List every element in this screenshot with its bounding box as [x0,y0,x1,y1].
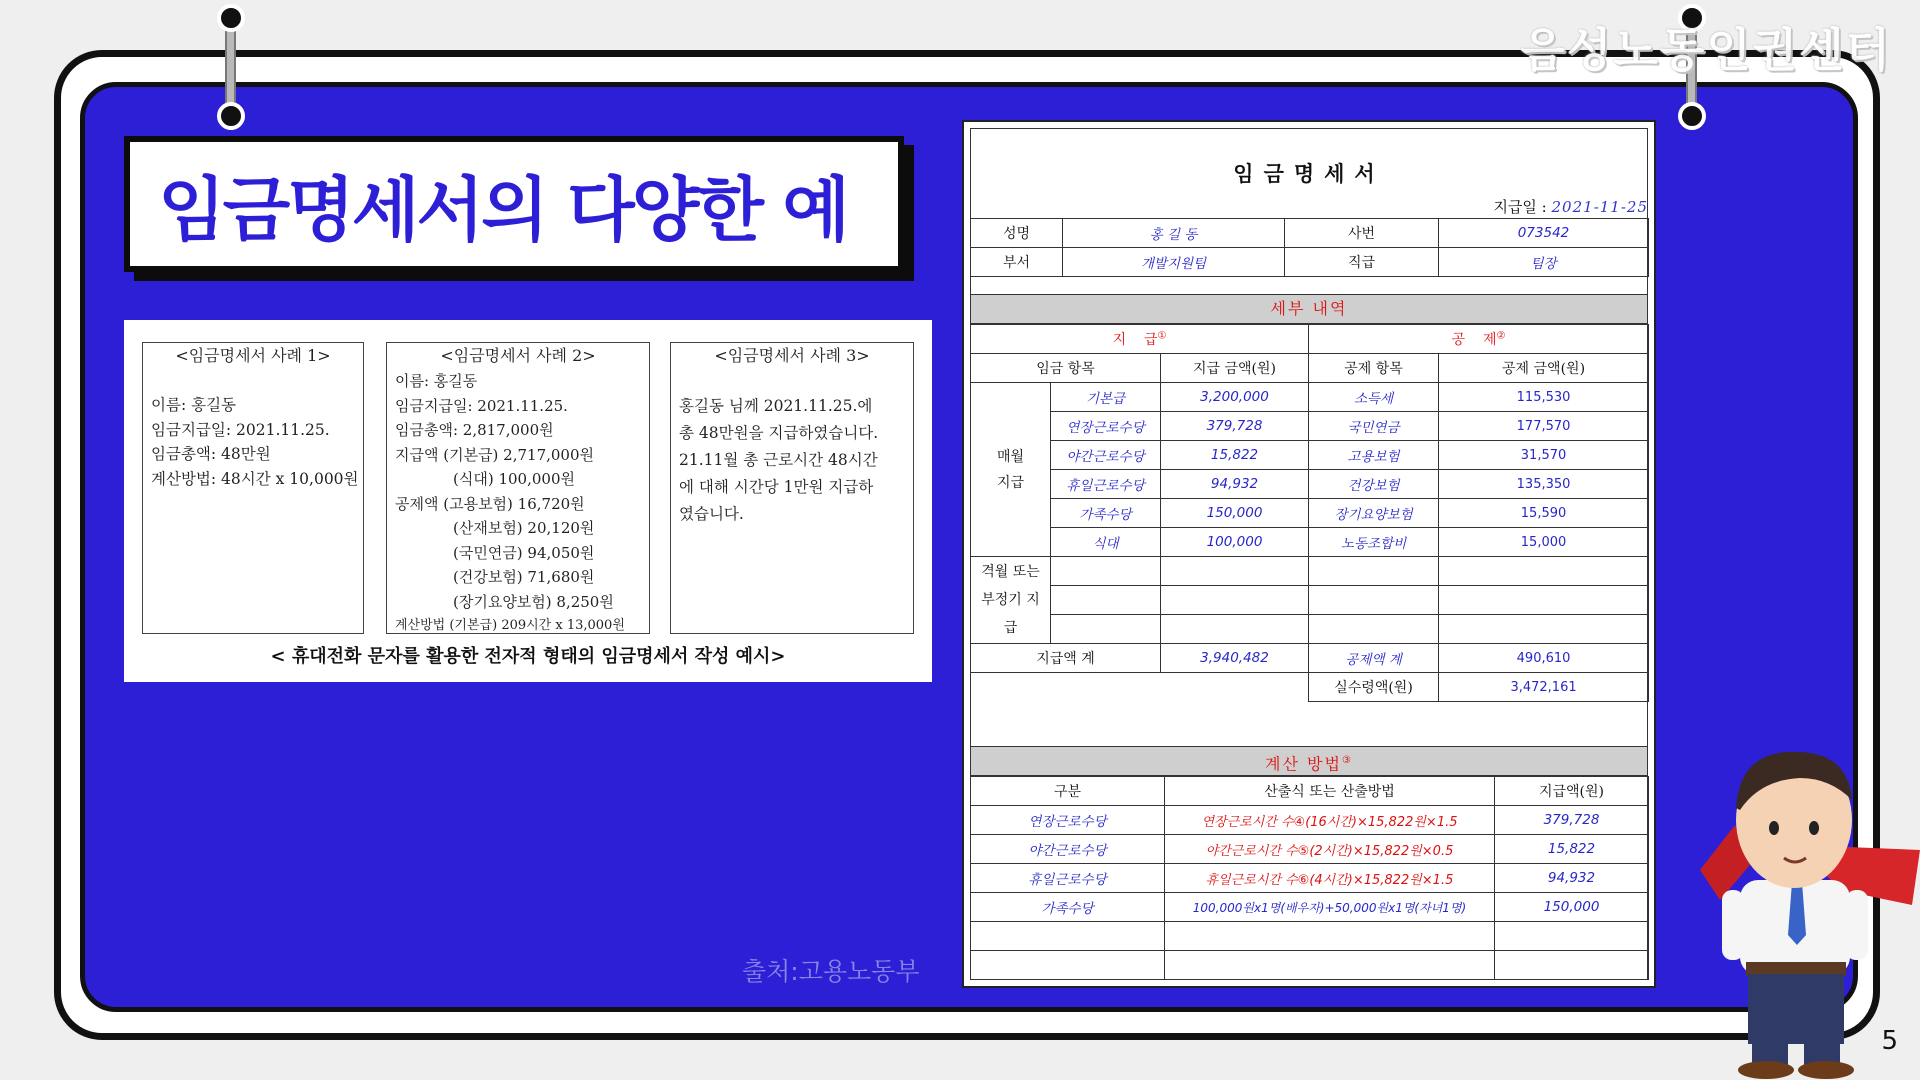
calc-type: 휴일근로수당 [971,864,1165,893]
case-3-line: 였습니다. [679,505,744,523]
employee-info-table [970,218,1649,277]
hanger-pin-right-bottom [1678,102,1706,130]
pay-amount: 15,822 [1161,441,1309,470]
pay-item: 가족수당 [1051,499,1161,528]
calc-method-table [970,776,1649,980]
pay-amount: 3,200,000 [1161,383,1309,412]
case-2-line: 임금총액: 2,817,000원 [395,421,554,439]
rank-label: 직급 [1285,248,1439,277]
case-2-line: 지급액 (기본급) 2,717,000원 [395,445,595,464]
empty-cell [1495,951,1649,980]
examples-caption: < 휴대전화 문자를 활용한 전자적 형태의 임금명세서 작성 예시> [270,646,786,667]
empty-cell [1161,557,1309,586]
pay-item: 연장근로수당 [1051,412,1161,441]
total-pay-label: 지급액 계 [971,644,1161,673]
pay-amount: 100,000 [1161,528,1309,557]
example-case-3 [670,342,914,634]
deduct-amount: 115,530 [1439,383,1649,412]
example-case-1 [142,342,364,634]
calc-formula: 휴일근로시간 수⑥(4시간)×15,822원×1.5 [1165,864,1495,893]
deduct-item: 건강보험 [1309,470,1439,499]
deduct-amount: 177,570 [1439,412,1649,441]
hanger-pin-left [217,4,245,32]
rank-value: 팀장 [1439,248,1649,277]
total-deduct-label: 공제액 계 [1309,644,1439,673]
case-3-line: 홍길동 님께 2021.11.25.에 [679,397,873,415]
case-2-line: 공제액 (고용보험) 16,720원 [395,494,585,513]
hanger-pin-left-bottom [217,102,245,130]
center-logo: 음성노동인권센터 [1520,23,1892,77]
empty-cell [1439,615,1649,644]
examples-panel [124,320,932,682]
net-pay-label: 실수령액(원) [1309,673,1439,702]
deduct-item: 고용보험 [1309,441,1439,470]
empty-cell [1495,922,1649,951]
case-3-title: <임금명세서 사례 3> [714,346,870,365]
col-ded-item: 공제 항목 [1309,354,1439,383]
case-3-line: 21.11월 총 근로시간 48시간 [679,451,878,469]
empty-cell [971,673,1309,702]
empty-cell [1051,586,1161,615]
case-1-line: 이름: 홍길동 [151,396,237,414]
case-2-line: 임금지급일: 2021.11.25. [395,396,568,415]
pay-item: 식대 [1051,528,1161,557]
pay-amount: 379,728 [1161,412,1309,441]
deduct-item: 노동조합비 [1309,528,1439,557]
case-3-line: 총 48만원을 지급하였습니다. [679,424,879,442]
calc-amount: 379,728 [1495,806,1649,835]
pay-header-sup: ① [1157,330,1167,342]
deduct-item: 장기요양보험 [1309,499,1439,528]
page-title: 임금명세서의 다양한 예 [158,168,847,251]
pay-amount: 94,932 [1161,470,1309,499]
deduct-amount: 15,000 [1439,528,1649,557]
pay-date-label: 지급일 : [1493,198,1547,216]
pay-section-header [971,325,1309,354]
calc-header-sup: ③ [1341,755,1353,766]
payslip-title: 임금명세서 [1233,161,1385,186]
empty-cell [1161,615,1309,644]
pay-item: 야간근로수당 [1051,441,1161,470]
calc-col-formula: 산출식 또는 산출방법 [1165,777,1495,806]
empty-cell [1051,615,1161,644]
case-2-line: (국민연금) 94,050원 [453,543,595,562]
calc-header: 계산 방법 [1265,754,1342,774]
col-pay-amt: 지급 금액(원) [1161,354,1309,383]
calc-formula: 야간근로시간 수⑤(2시간)×15,822원×0.5 [1165,835,1495,864]
case-1-line: 계산방법: 48시간 x 10,000원 [151,469,359,488]
example-case-2 [386,342,650,634]
empty-cell [1161,586,1309,615]
calc-col-type: 구분 [971,777,1165,806]
pay-date-value: 2021-11-25 [1551,198,1648,216]
calc-section-header [970,746,1648,776]
pay-details-table [970,324,1649,702]
deduct-item: 국민연금 [1309,412,1439,441]
calc-type: 야간근로수당 [971,835,1165,864]
deduct-item: 소득세 [1309,383,1439,412]
irregular-pay-label: 격월 또는 부정기 지급 [971,557,1051,644]
detail-section-header [970,294,1648,324]
pay-item: 휴일근로수당 [1051,470,1161,499]
empty-cell [1439,586,1649,615]
case-2-line: 이름: 홍길동 [395,372,478,390]
page-number: 5 [1881,1026,1898,1056]
case-1-title: <임금명세서 사례 1> [175,346,331,365]
monthly-pay-label: 매월 지급 [971,383,1051,557]
case-2-line: (식대) 100,000원 [453,470,575,488]
calc-type: 연장근로수당 [971,806,1165,835]
deduct-header-text: 공 제 [1451,332,1497,348]
case-2-line: (장기요양보험) 8,250원 [453,592,614,611]
case-1-line: 임금총액: 48만원 [151,445,271,463]
calc-amount: 15,822 [1495,835,1649,864]
case-1-line: 임금지급일: 2021.11.25. [151,420,330,439]
dept-value: 개발지원팀 [1063,248,1285,277]
calc-amount: 150,000 [1495,893,1649,922]
empty-cell [971,951,1165,980]
name-label: 성명 [971,219,1063,248]
calc-formula: 100,000원x1명(배우자)+50,000원x1명(자녀1명) [1165,893,1495,922]
empty-cell [971,922,1165,951]
empty-cell [1309,615,1439,644]
emp-no-label: 사번 [1285,219,1439,248]
emp-no-value: 073542 [1439,219,1649,248]
total-pay-value: 3,940,482 [1161,644,1309,673]
source-credit: 출처:고용노동부 [742,957,920,986]
deduct-amount: 15,590 [1439,499,1649,528]
col-ded-amt: 공제 금액(원) [1439,354,1649,383]
case-3-line: 에 대해 시간당 1만원 지급하 [679,478,874,496]
net-pay-value: 3,472,161 [1439,673,1649,702]
case-2-title: <임금명세서 사례 2> [440,346,596,365]
case-2-line: (산재보험) 20,120원 [453,519,595,537]
title-box [124,136,904,272]
pay-header-text: 지 급 [1112,332,1158,348]
deduct-amount: 135,350 [1439,470,1649,499]
calc-amount: 94,932 [1495,864,1649,893]
empty-cell [1051,557,1161,586]
empty-cell [1309,586,1439,615]
empty-cell [1165,951,1495,980]
detail-header: 세부 내역 [1270,299,1348,318]
pay-amount: 150,000 [1161,499,1309,528]
payslip-date [1493,196,1648,217]
payslip-document [962,120,1656,988]
empty-cell [1439,557,1649,586]
col-pay-item: 임금 항목 [971,354,1161,383]
deduct-amount: 31,570 [1439,441,1649,470]
calc-type: 가족수당 [971,893,1165,922]
dept-label: 부서 [971,248,1063,277]
total-deduct-value: 490,610 [1439,644,1649,673]
pay-item: 기본급 [1051,383,1161,412]
name-value: 홍 길 동 [1063,219,1285,248]
calc-formula: 연장근로시간 수④(16시간)×15,822원×1.5 [1165,806,1495,835]
deduct-section-header [1309,325,1649,354]
empty-cell [1165,922,1495,951]
case-2-line: 계산방법 (기본급) 209시간 x 13,000원 [395,618,625,633]
deduct-header-sup: ② [1496,330,1506,342]
calc-col-amount: 지급액(원) [1495,777,1649,806]
case-2-line: (건강보험) 71,680원 [453,568,595,586]
empty-cell [1309,557,1439,586]
